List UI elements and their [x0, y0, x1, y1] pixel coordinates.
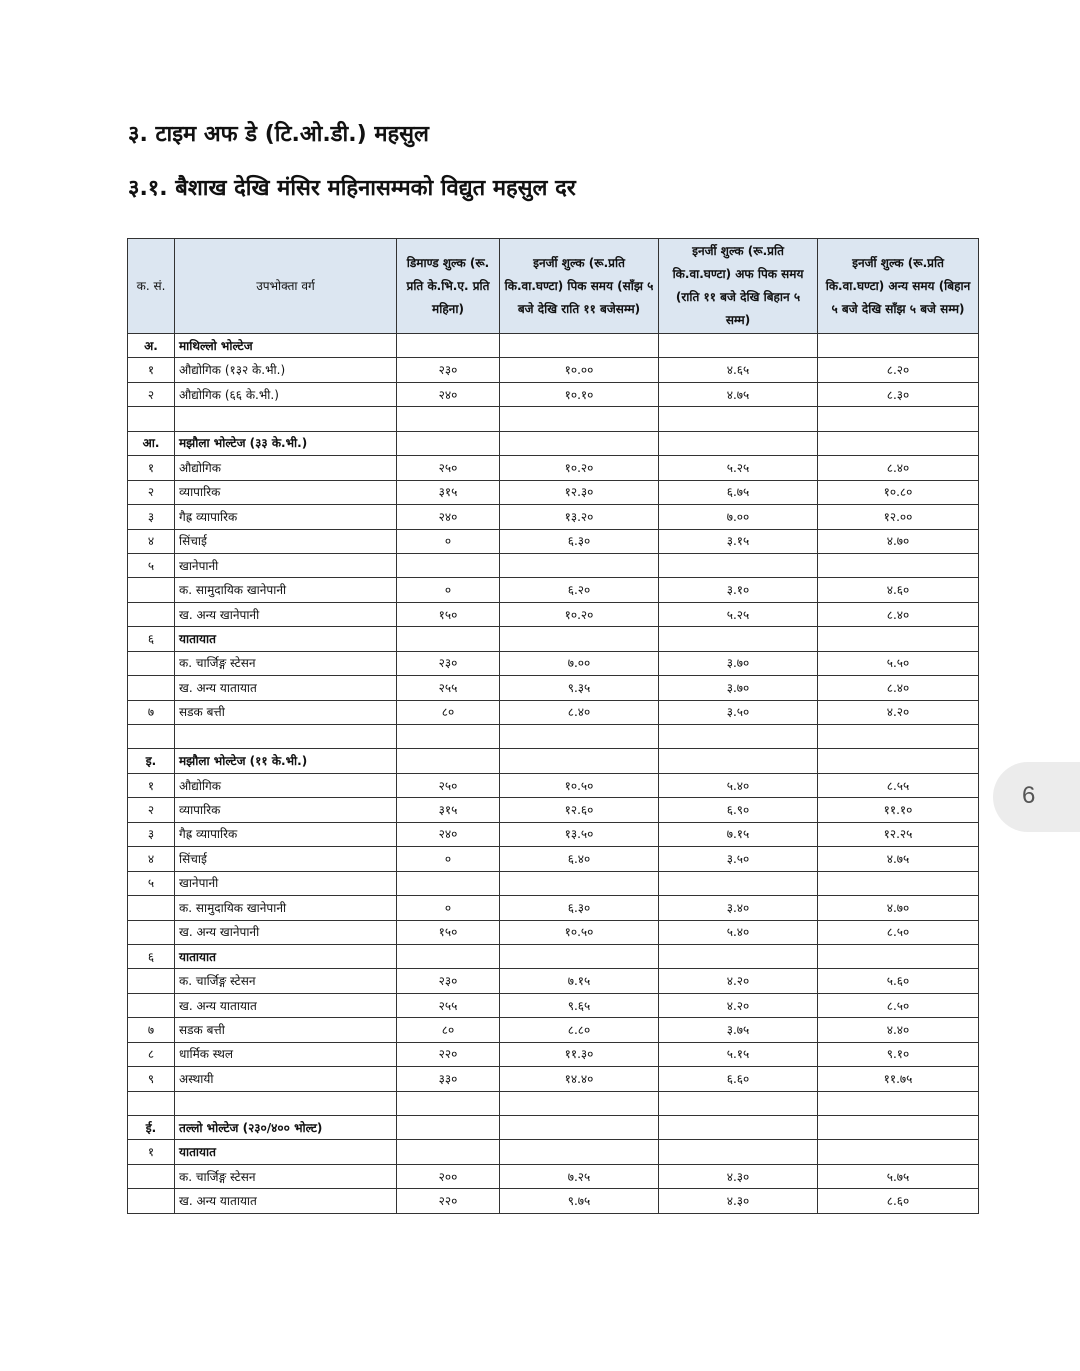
cell-peak: १३.५० — [500, 822, 659, 846]
cell-other — [818, 749, 979, 773]
cell-peak: १०.२० — [500, 456, 659, 480]
cell-peak: ६.३० — [500, 896, 659, 920]
cell-peak: १०.५० — [500, 773, 659, 797]
cell-offpeak — [659, 944, 818, 968]
tariff-table — [127, 238, 979, 1214]
cell-category: गैह्र व्यापारिक — [175, 505, 397, 529]
cell-peak — [500, 407, 659, 431]
cell-demand: २२० — [397, 1189, 500, 1213]
cell-serial: ४ — [128, 847, 175, 871]
cell-serial: १ — [128, 1140, 175, 1164]
cell-offpeak — [659, 725, 818, 749]
table-row — [128, 602, 979, 626]
cell-offpeak: ७.०० — [659, 505, 818, 529]
cell-other: ४.६० — [818, 578, 979, 602]
cell-serial: ८ — [128, 1042, 175, 1066]
cell-other: ५.५० — [818, 651, 979, 675]
cell-other: ८.६० — [818, 1189, 979, 1213]
cell-demand: २५५ — [397, 676, 500, 700]
cell-offpeak — [659, 1140, 818, 1164]
table-row — [128, 407, 979, 431]
cell-demand: २४० — [397, 382, 500, 406]
section-heading: ३. टाइम अफ डे (टि.ओ.डी.) महसुल — [128, 122, 429, 147]
cell-offpeak: ३.५० — [659, 847, 818, 871]
table-row — [128, 1091, 979, 1115]
cell-category: औद्योगिक (६६ के.भी.) — [175, 382, 397, 406]
cell-other: ८.५० — [818, 993, 979, 1017]
cell-serial: ३ — [128, 822, 175, 846]
cell-other — [818, 871, 979, 895]
cell-offpeak — [659, 871, 818, 895]
cell-category: सडक बत्ती — [175, 1018, 397, 1042]
table-row — [128, 896, 979, 920]
cell-offpeak: ४.३० — [659, 1189, 818, 1213]
cell-demand — [397, 725, 500, 749]
cell-other — [818, 1140, 979, 1164]
cell-offpeak: ६.९० — [659, 798, 818, 822]
cell-serial — [128, 969, 175, 993]
cell-demand: ३१५ — [397, 798, 500, 822]
cell-offpeak — [659, 749, 818, 773]
cell-offpeak — [659, 627, 818, 651]
cell-serial: इ. — [128, 749, 175, 773]
table-row — [128, 1164, 979, 1188]
table-row — [128, 749, 979, 773]
table-row — [128, 944, 979, 968]
cell-other — [818, 725, 979, 749]
table-row — [128, 553, 979, 577]
cell-serial — [128, 1091, 175, 1115]
cell-category — [175, 407, 397, 431]
cell-peak — [500, 749, 659, 773]
cell-peak: ९.७५ — [500, 1189, 659, 1213]
table-row — [128, 969, 979, 993]
cell-serial: ५ — [128, 553, 175, 577]
cell-other: ९.१० — [818, 1042, 979, 1066]
cell-category: ख. अन्य यातायात — [175, 993, 397, 1017]
cell-offpeak: ४.२० — [659, 969, 818, 993]
cell-other: १२.२५ — [818, 822, 979, 846]
cell-demand: २३० — [397, 969, 500, 993]
table-row — [128, 773, 979, 797]
cell-category: खानेपानी — [175, 553, 397, 577]
cell-peak: १०.१० — [500, 382, 659, 406]
cell-offpeak: ३.१० — [659, 578, 818, 602]
cell-serial — [128, 407, 175, 431]
cell-serial: ई. — [128, 1116, 175, 1140]
cell-serial: २ — [128, 480, 175, 504]
cell-other: ८.३० — [818, 382, 979, 406]
table-row — [128, 1116, 979, 1140]
cell-category: क. सामुदायिक खानेपानी — [175, 896, 397, 920]
cell-peak: ८.८० — [500, 1018, 659, 1042]
cell-serial: ९ — [128, 1067, 175, 1091]
cell-serial — [128, 993, 175, 1017]
cell-category: सिंचाई — [175, 847, 397, 871]
cell-offpeak: ३.७० — [659, 676, 818, 700]
cell-other: ५.६० — [818, 969, 979, 993]
cell-demand — [397, 871, 500, 895]
cell-offpeak: ५.२५ — [659, 602, 818, 626]
table-row — [128, 431, 979, 455]
table-body — [128, 334, 979, 1214]
cell-offpeak — [659, 334, 818, 358]
cell-offpeak: ५.४० — [659, 920, 818, 944]
cell-category: अस्थायी — [175, 1067, 397, 1091]
cell-offpeak — [659, 407, 818, 431]
header-energy-offpeak: इनर्जी शुल्क (रू.प्रति कि.वा.घण्टा) अफ पिक समय (राति ११ बजे देखि बिहान ५ सम्म) — [659, 239, 818, 334]
table-row — [128, 505, 979, 529]
cell-other: ५.७५ — [818, 1164, 979, 1188]
cell-serial: १ — [128, 773, 175, 797]
cell-demand: २२० — [397, 1042, 500, 1066]
cell-demand: ० — [397, 578, 500, 602]
cell-peak: ७.१५ — [500, 969, 659, 993]
cell-serial — [128, 602, 175, 626]
cell-other: ८.५० — [818, 920, 979, 944]
cell-peak: १३.२० — [500, 505, 659, 529]
cell-offpeak: ५.४० — [659, 773, 818, 797]
cell-offpeak: ३.७० — [659, 651, 818, 675]
cell-demand — [397, 553, 500, 577]
cell-demand — [397, 431, 500, 455]
cell-serial — [128, 578, 175, 602]
cell-offpeak — [659, 1116, 818, 1140]
cell-peak: ९.६५ — [500, 993, 659, 1017]
cell-demand — [397, 627, 500, 651]
cell-peak — [500, 871, 659, 895]
cell-offpeak: ३.४० — [659, 896, 818, 920]
cell-peak: १२.६० — [500, 798, 659, 822]
cell-demand — [397, 334, 500, 358]
cell-demand: ३३० — [397, 1067, 500, 1091]
cell-category: यातायात — [175, 627, 397, 651]
cell-category: सिंचाई — [175, 529, 397, 553]
table-row — [128, 358, 979, 382]
cell-demand — [397, 1140, 500, 1164]
cell-serial: ४ — [128, 529, 175, 553]
cell-category: औद्योगिक — [175, 456, 397, 480]
cell-other: ८.४० — [818, 602, 979, 626]
cell-demand: २४० — [397, 505, 500, 529]
cell-offpeak — [659, 431, 818, 455]
table-row — [128, 627, 979, 651]
cell-category: औद्योगिक (१३२ के.भी.) — [175, 358, 397, 382]
table-row — [128, 1189, 979, 1213]
cell-offpeak — [659, 553, 818, 577]
cell-demand — [397, 749, 500, 773]
table-row — [128, 700, 979, 724]
cell-category: मझौला भोल्टेज (३३ के.भी.) — [175, 431, 397, 455]
cell-serial: आ. — [128, 431, 175, 455]
cell-demand: २५० — [397, 773, 500, 797]
page-number: 6 — [1022, 782, 1036, 809]
table-header-row — [128, 239, 979, 334]
cell-peak: ८.४० — [500, 700, 659, 724]
table-row — [128, 480, 979, 504]
table-row — [128, 798, 979, 822]
cell-other: ४.४० — [818, 1018, 979, 1042]
cell-serial — [128, 1189, 175, 1213]
table-row — [128, 456, 979, 480]
cell-category: ख. अन्य खानेपानी — [175, 602, 397, 626]
cell-other: १०.८० — [818, 480, 979, 504]
cell-serial — [128, 896, 175, 920]
table-row — [128, 993, 979, 1017]
cell-peak — [500, 431, 659, 455]
cell-serial: २ — [128, 382, 175, 406]
cell-peak: ६.२० — [500, 578, 659, 602]
table-row — [128, 676, 979, 700]
header-consumer-category: उपभोक्ता वर्ग — [175, 239, 397, 334]
cell-other — [818, 1091, 979, 1115]
cell-category: ख. अन्य यातायात — [175, 676, 397, 700]
table-row — [128, 920, 979, 944]
cell-demand: ० — [397, 847, 500, 871]
page-number-tab — [993, 762, 1080, 832]
cell-serial — [128, 725, 175, 749]
cell-offpeak: ६.७५ — [659, 480, 818, 504]
cell-offpeak: ४.६५ — [659, 358, 818, 382]
cell-other: ८.२० — [818, 358, 979, 382]
cell-offpeak: ४.७५ — [659, 382, 818, 406]
cell-serial: २ — [128, 798, 175, 822]
cell-demand — [397, 407, 500, 431]
cell-other — [818, 1116, 979, 1140]
header-energy-peak: इनर्जी शुल्क (रू.प्रति कि.वा.घण्टा) पिक समय (साँझ ५ बजे देखि राति ११ बजेसम्म) — [500, 239, 659, 334]
cell-demand: १५० — [397, 602, 500, 626]
cell-category: व्यापारिक — [175, 480, 397, 504]
cell-other: ८.४० — [818, 456, 979, 480]
header-serial: क. सं. — [128, 239, 175, 334]
cell-serial: ३ — [128, 505, 175, 529]
cell-category: यातायात — [175, 944, 397, 968]
cell-serial — [128, 920, 175, 944]
cell-offpeak: ६.६० — [659, 1067, 818, 1091]
cell-serial: ७ — [128, 700, 175, 724]
cell-category: खानेपानी — [175, 871, 397, 895]
cell-demand: ८० — [397, 700, 500, 724]
table-row — [128, 1067, 979, 1091]
cell-category: क. चार्जिङ्ग स्टेसन — [175, 1164, 397, 1188]
cell-demand: २५५ — [397, 993, 500, 1017]
cell-offpeak: ७.१५ — [659, 822, 818, 846]
cell-serial: ५ — [128, 871, 175, 895]
cell-other: ८.५५ — [818, 773, 979, 797]
cell-peak: ९.३५ — [500, 676, 659, 700]
table-row — [128, 1140, 979, 1164]
cell-other — [818, 431, 979, 455]
cell-demand: २०० — [397, 1164, 500, 1188]
cell-demand: ० — [397, 896, 500, 920]
cell-peak: ११.३० — [500, 1042, 659, 1066]
cell-demand: १५० — [397, 920, 500, 944]
cell-serial: १ — [128, 358, 175, 382]
subsection-heading: ३.१. बैशाख देखि मंसिर महिनासम्मको विद्युत महसुल दर — [128, 176, 576, 201]
cell-offpeak: ३.५० — [659, 700, 818, 724]
cell-peak — [500, 627, 659, 651]
cell-peak: ७.०० — [500, 651, 659, 675]
table-row — [128, 529, 979, 553]
cell-demand: २३० — [397, 358, 500, 382]
cell-other — [818, 944, 979, 968]
cell-category: औद्योगिक — [175, 773, 397, 797]
cell-peak — [500, 553, 659, 577]
cell-demand: ० — [397, 529, 500, 553]
table-row — [128, 822, 979, 846]
cell-category: धार्मिक स्थल — [175, 1042, 397, 1066]
cell-category — [175, 725, 397, 749]
cell-serial — [128, 676, 175, 700]
cell-other: ४.७० — [818, 529, 979, 553]
cell-peak — [500, 1091, 659, 1115]
cell-serial: अ. — [128, 334, 175, 358]
cell-serial — [128, 651, 175, 675]
cell-other: ४.२० — [818, 700, 979, 724]
cell-serial: ७ — [128, 1018, 175, 1042]
cell-peak — [500, 1140, 659, 1164]
cell-category: यातायात — [175, 1140, 397, 1164]
cell-demand — [397, 1091, 500, 1115]
table-row — [128, 334, 979, 358]
cell-offpeak: ५.२५ — [659, 456, 818, 480]
cell-category: माथिल्लो भोल्टेज — [175, 334, 397, 358]
cell-peak: ६.३० — [500, 529, 659, 553]
cell-peak: १०.२० — [500, 602, 659, 626]
table-row — [128, 382, 979, 406]
cell-category: क. चार्जिङ्ग स्टेसन — [175, 651, 397, 675]
table-row — [128, 578, 979, 602]
cell-offpeak: ४.३० — [659, 1164, 818, 1188]
cell-demand: २४० — [397, 822, 500, 846]
cell-peak — [500, 944, 659, 968]
cell-other: ४.७० — [818, 896, 979, 920]
cell-category: मझौला भोल्टेज (११ के.भी.) — [175, 749, 397, 773]
cell-other — [818, 407, 979, 431]
cell-category: क. चार्जिङ्ग स्टेसन — [175, 969, 397, 993]
cell-category — [175, 1091, 397, 1115]
cell-other: ८.४० — [818, 676, 979, 700]
cell-peak — [500, 334, 659, 358]
cell-demand — [397, 944, 500, 968]
cell-other: ११.१० — [818, 798, 979, 822]
cell-peak: १४.४० — [500, 1067, 659, 1091]
cell-demand: ३१५ — [397, 480, 500, 504]
cell-category: व्यापारिक — [175, 798, 397, 822]
cell-serial: ६ — [128, 944, 175, 968]
cell-serial: १ — [128, 456, 175, 480]
cell-peak — [500, 1116, 659, 1140]
table-row — [128, 1018, 979, 1042]
cell-other — [818, 334, 979, 358]
cell-offpeak: ४.२० — [659, 993, 818, 1017]
cell-offpeak — [659, 1091, 818, 1115]
cell-demand — [397, 1116, 500, 1140]
header-energy-other: इनर्जी शुल्क (रू.प्रति कि.वा.घण्टा) अन्य समय (बिहान ५ बजे देखि साँझ ५ बजे सम्म) — [818, 239, 979, 334]
cell-other: ४.७५ — [818, 847, 979, 871]
cell-demand: २५० — [397, 456, 500, 480]
cell-offpeak: ३.७५ — [659, 1018, 818, 1042]
table-row — [128, 1042, 979, 1066]
cell-other: ११.७५ — [818, 1067, 979, 1091]
cell-offpeak: ५.१५ — [659, 1042, 818, 1066]
cell-category: ख. अन्य खानेपानी — [175, 920, 397, 944]
cell-offpeak: ३.१५ — [659, 529, 818, 553]
table-row — [128, 871, 979, 895]
cell-peak: १०.५० — [500, 920, 659, 944]
cell-serial — [128, 1164, 175, 1188]
cell-peak: १०.०० — [500, 358, 659, 382]
cell-category: गैह्र व्यापारिक — [175, 822, 397, 846]
cell-other — [818, 627, 979, 651]
cell-category: तल्लो भोल्टेज (२३०/४०० भोल्ट) — [175, 1116, 397, 1140]
table-row — [128, 725, 979, 749]
cell-serial: ६ — [128, 627, 175, 651]
table-row — [128, 847, 979, 871]
header-demand-charge: डिमाण्ड शुल्क (रू. प्रति के.भि.ए. प्रति महिना) — [397, 239, 500, 334]
cell-demand: २३० — [397, 651, 500, 675]
cell-other — [818, 553, 979, 577]
cell-peak: ६.४० — [500, 847, 659, 871]
table-row — [128, 651, 979, 675]
cell-other: १२.०० — [818, 505, 979, 529]
cell-peak — [500, 725, 659, 749]
cell-demand: ८० — [397, 1018, 500, 1042]
cell-category: क. सामुदायिक खानेपानी — [175, 578, 397, 602]
cell-category: ख. अन्य यातायात — [175, 1189, 397, 1213]
cell-peak: १२.३० — [500, 480, 659, 504]
cell-peak: ७.२५ — [500, 1164, 659, 1188]
cell-category: सडक बत्ती — [175, 700, 397, 724]
